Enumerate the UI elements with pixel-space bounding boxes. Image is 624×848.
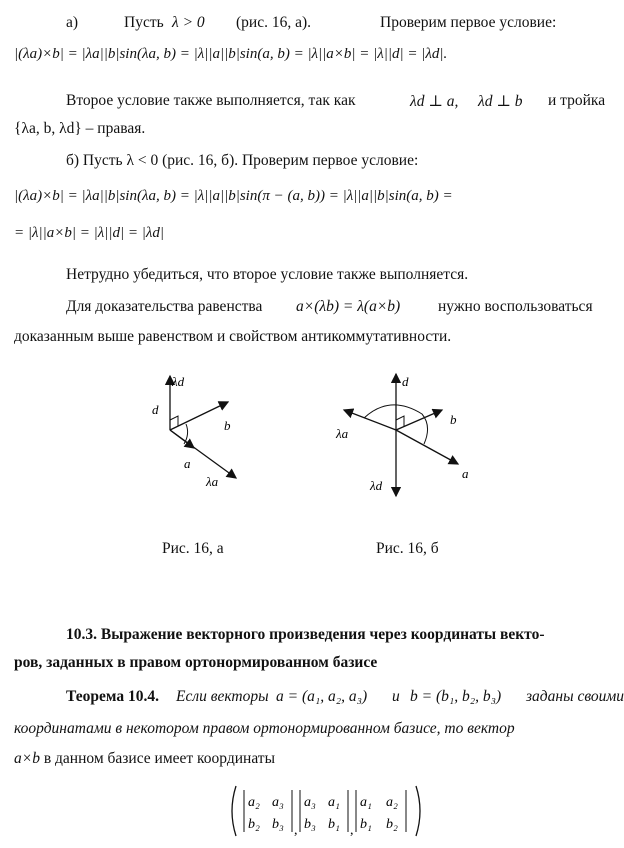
fig-b-label-d: d bbox=[402, 374, 409, 389]
para-b-text: б) Пусть λ < 0 (рис. 16, б). Проверим первое условие: bbox=[66, 152, 419, 169]
det2-b3: b₃ bbox=[304, 817, 316, 832]
equation-a-text: |(λa)×b| = |λa||b|sin(λa, b) = |λ||a||b|sin(a, b) = |λ||a×b| = |λ||d| = |λd|. bbox=[14, 46, 448, 62]
second-condition-perp-a: λd ⊥ a, bbox=[410, 93, 459, 110]
theorem-text-1: Если векторы bbox=[176, 688, 269, 705]
det1-a2: a₂ bbox=[248, 795, 260, 810]
proof-equation: a×(λb) = λ(a×b) bbox=[296, 298, 401, 315]
section-heading-2: ров, заданных в правом ортонормированном базисе bbox=[14, 654, 378, 671]
equation-b2-text: = |λ||a×b| = |λ||d| = |λd| bbox=[14, 225, 164, 241]
det3-b1: b₁ bbox=[360, 817, 372, 832]
proof-line-2 bbox=[14, 328, 624, 346]
fig-b-label-a: a bbox=[462, 466, 469, 481]
det-paren-left bbox=[232, 786, 236, 836]
para-b-line bbox=[66, 152, 624, 170]
theorem-line-2 bbox=[14, 720, 624, 738]
equation-b1-text: |(λa)×b| = |λa||b|sin(λa, b) = |λ||a||b|sin(π − (a, b)) = |λ||a||b|sin(a, b) = bbox=[14, 188, 453, 204]
figure-16a bbox=[140, 368, 290, 498]
det1-a3: a₃ bbox=[272, 795, 284, 810]
theorem-vector-b: b = (b₁, b₂, b₃) bbox=[410, 688, 502, 705]
figure-16b bbox=[330, 364, 490, 504]
fig-b-right-angle bbox=[396, 416, 404, 426]
fig-b-label-la: λa bbox=[336, 426, 349, 441]
fig-a-right-angle bbox=[170, 416, 178, 426]
para-a-figure-ref: (рис. 16, а). bbox=[236, 14, 312, 31]
para-a-text: Пусть bbox=[124, 14, 164, 31]
theorem-text-3: координатами в некотором правом ортонормированном базисе, то вектор bbox=[14, 720, 515, 737]
theorem-label: Теорема 10.4. bbox=[66, 688, 159, 705]
theorem-and: и bbox=[392, 688, 400, 705]
det3-a1: a₁ bbox=[360, 795, 372, 810]
fig-a-caption: Рис. 16, а bbox=[162, 540, 224, 557]
fig-a-label-d: d bbox=[152, 402, 159, 417]
para-a-condition: λ > 0 bbox=[172, 14, 205, 31]
svg-text:,: , bbox=[294, 823, 298, 838]
det3-a2: a₂ bbox=[386, 795, 398, 810]
det2-a1: a₁ bbox=[328, 795, 340, 810]
fig-b-label-ld: λd bbox=[370, 478, 383, 493]
section-heading-line-1 bbox=[66, 626, 624, 644]
det1-b2: b₂ bbox=[248, 817, 260, 832]
para-a-rest: Проверим первое условие: bbox=[380, 14, 557, 31]
det1-b3: b₃ bbox=[272, 817, 284, 832]
equation-b-line-1 bbox=[14, 188, 624, 205]
proof-text-1: Для доказательства равенства bbox=[66, 298, 263, 315]
fig-a-vector-b bbox=[170, 402, 228, 430]
theorem-line-3 bbox=[14, 750, 624, 768]
section-heading-line-2 bbox=[14, 654, 624, 672]
fig-a-vector-a bbox=[170, 430, 194, 448]
fig-a-label-b: b bbox=[224, 418, 231, 433]
det-paren-right bbox=[416, 786, 420, 836]
theorem-text-2: заданы своими bbox=[526, 688, 624, 705]
fig-a-label-ld: λd bbox=[172, 374, 185, 389]
second-condition-perp-b: λd ⊥ b bbox=[478, 93, 523, 110]
para-a-label: а) bbox=[66, 14, 79, 31]
easy-check-line bbox=[66, 266, 624, 284]
proof-text-3: доказанным выше равенством и свойством антикоммутативности. bbox=[14, 328, 452, 345]
svg-text:,: , bbox=[350, 823, 354, 838]
second-condition-line-2 bbox=[14, 120, 624, 138]
second-condition-text: Второе условие также выполняется, так как bbox=[66, 92, 356, 109]
fig-a-label-la: λa bbox=[206, 474, 219, 489]
equation-a bbox=[14, 46, 624, 63]
easy-check-text: Нетрудно убедиться, что второе условие также выполняется. bbox=[66, 266, 469, 283]
second-condition-triple: и тройка bbox=[548, 92, 606, 109]
proof-text-2: нужно воспользоваться bbox=[438, 298, 593, 315]
triple-right: {λa, b, λd} – правая. bbox=[14, 120, 146, 137]
det2-a3: a₃ bbox=[304, 795, 316, 810]
equation-b-line-2 bbox=[14, 225, 624, 242]
theorem-vector-a: a = (a₁, a₂, a₃) bbox=[276, 688, 368, 705]
fig-b-vector-b bbox=[396, 410, 442, 430]
fig-b-label-b: b bbox=[450, 412, 457, 427]
det3-b2: b₂ bbox=[386, 817, 398, 832]
theorem-text-4: в данном базисе имеет координаты bbox=[43, 750, 275, 767]
det2-b1: b₁ bbox=[328, 817, 340, 832]
fig-b-caption: Рис. 16, б bbox=[376, 540, 439, 557]
coordinate-determinants bbox=[226, 782, 426, 840]
section-heading-1: 10.3. Выражение векторного произведения через координаты векто- bbox=[66, 626, 545, 643]
theorem-cross: a×b bbox=[14, 750, 40, 767]
fig-a-label-a: a bbox=[184, 456, 191, 471]
